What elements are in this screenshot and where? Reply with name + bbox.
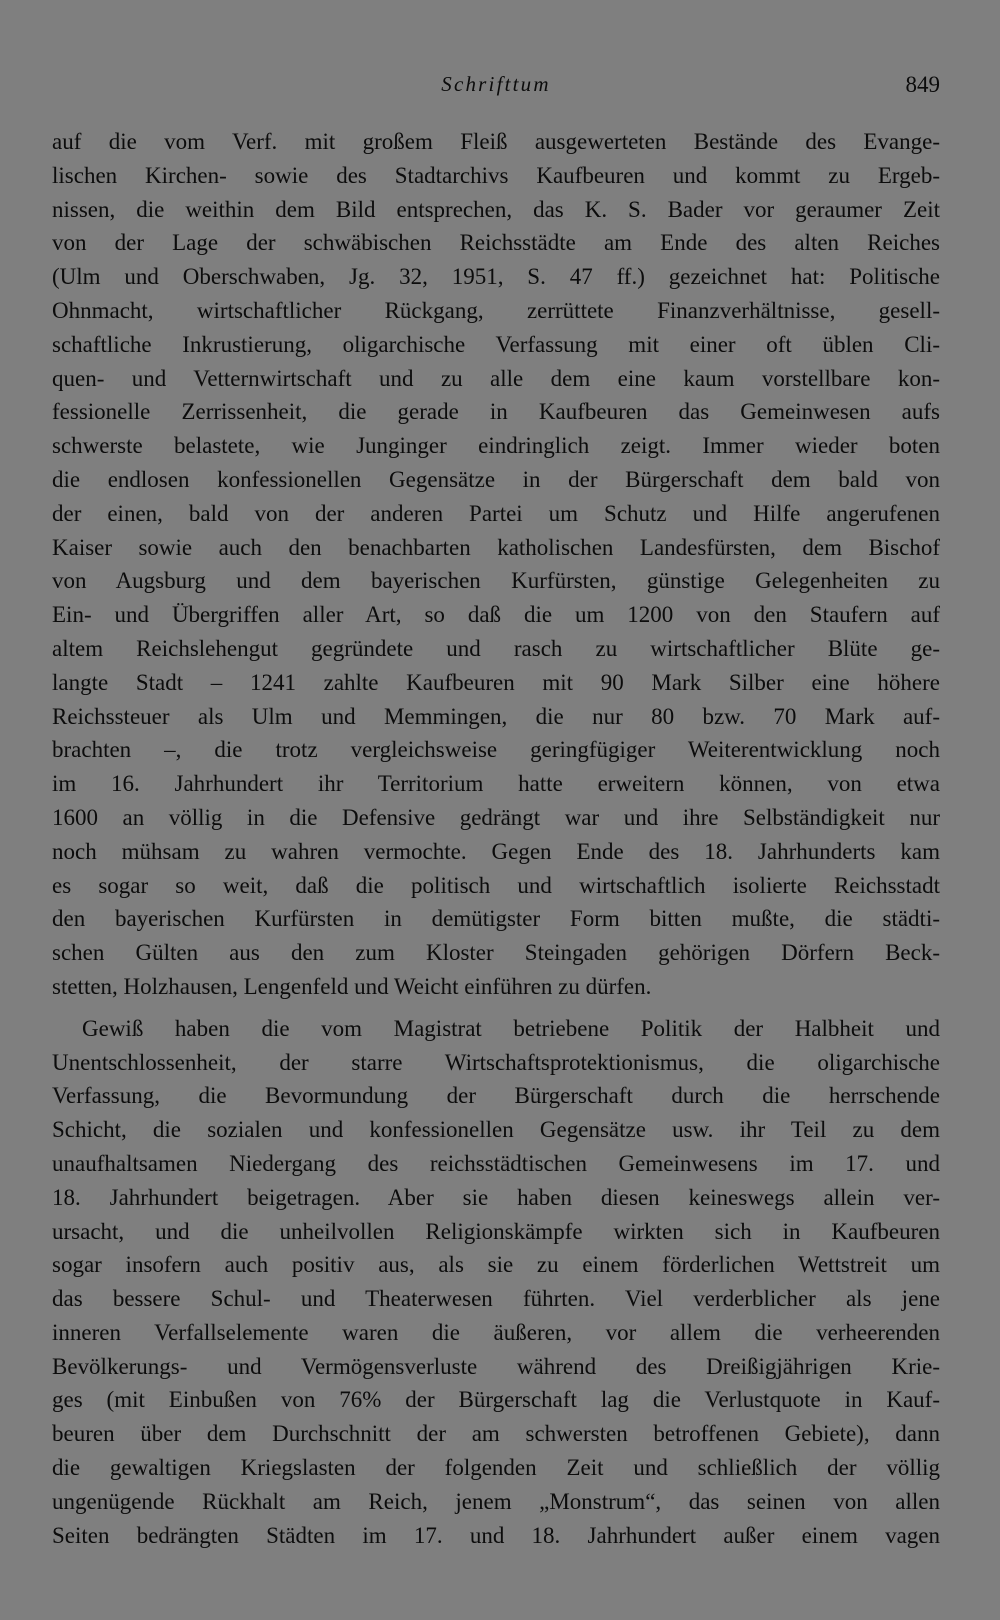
text-line: sogar insofern auch positiv aus, als sie zu einem förderlichen Wettstreit um <box>52 1252 940 1278</box>
text-line: das bessere Schul- und Theaterwesen führten. Viel verderblicher als jene <box>52 1286 940 1312</box>
text-line: schwerste belastete, wie Junginger eindringlich zeigt. Immer wieder boten <box>52 433 940 459</box>
paragraph <box>52 125 940 1004</box>
text-line: schen Gülten aus den zum Kloster Steingaden gehörigen Dörfern Beck- <box>52 940 940 966</box>
text-line: von Augsburg und dem bayerischen Kurfürsten, günstige Gelegenheiten zu <box>52 568 940 594</box>
text-line: von der Lage der schwäbischen Reichsstädte am Ende des alten Reiches <box>52 230 940 256</box>
text-line: 18. Jahrhundert beigetragen. Aber sie haben diesen keineswegs allein ver- <box>52 1184 940 1210</box>
body-text <box>52 125 940 1552</box>
text-line: 1600 an völlig in die Defensive gedrängt war und ihre Selbständigkeit nur <box>52 804 940 830</box>
text-line: Unentschlossenheit, der starre Wirtschaftsprotektionismus, die oligarchische <box>52 1049 940 1075</box>
text-line: die gewaltigen Kriegslasten der folgenden Zeit und schließlich der völlig <box>52 1455 940 1481</box>
text-line: Ohnmacht, wirtschaftlicher Rückgang, zerrüttete Finanzverhältnisse, gesell- <box>52 297 940 323</box>
paragraph-gap <box>52 1004 940 1012</box>
text-line: lischen Kirchen- sowie des Stadtarchivs Kaufbeuren und kommt zu Ergeb- <box>52 162 940 188</box>
text-line: ges (mit Einbußen von 76% der Bürgerschaft lag die Verlustquote in Kauf- <box>52 1387 940 1413</box>
text-line: Bevölkerungs- und Vermögensverluste während des Dreißigjährigen Krie- <box>52 1353 940 1379</box>
text-line: schaftliche Inkrustierung, oligarchische Verfassung mit einer oft üblen Cli- <box>52 331 940 357</box>
text-line: unaufhaltsamen Niedergang des reichsstädtischen Gemeinwesens im 17. und <box>52 1150 940 1176</box>
paragraph <box>52 1012 940 1553</box>
text-line: inneren Verfallselemente waren die äußeren, vor allem die verheerenden <box>52 1319 940 1345</box>
text-line: langte Stadt – 1241 zahlte Kaufbeuren mit 90 Mark Silber eine höhere <box>52 669 940 695</box>
text-line: Verfassung, die Bevormundung der Bürgerschaft durch die herrschende <box>52 1083 940 1109</box>
text-line: es sogar so weit, daß die politisch und wirtschaftlich isolierte Reichsstadt <box>52 872 940 898</box>
text-line: Reichssteuer als Ulm und Memmingen, die nur 80 bzw. 70 Mark auf- <box>52 703 940 729</box>
text-line: noch mühsam zu wahren vermochte. Gegen Ende des 18. Jahrhunderts kam <box>52 838 940 864</box>
text-line: nissen, die weithin dem Bild entsprechen, das K. S. Bader vor geraumer Zeit <box>52 196 940 222</box>
text-line: Kaiser sowie auch den benachbarten katholischen Landesfürsten, dem Bischof <box>52 534 940 560</box>
text-line: Gewiß haben die vom Magistrat betriebene Politik der Halbheit und <box>82 1015 940 1041</box>
text-line: (Ulm und Oberschwaben, Jg. 32, 1951, S. 47 ff.) gezeichnet hat: Politische <box>52 264 940 290</box>
text-line: brachten –, die trotz vergleichsweise geringfügiger Weiterentwicklung noch <box>52 737 940 763</box>
text-line: den bayerischen Kurfürsten in demütigster Form bitten mußte, die städti- <box>52 906 940 932</box>
text-line: ungenügende Rückhalt am Reich, jenem „Monstrum“, das seinen von allen <box>52 1488 940 1514</box>
page-header <box>52 72 940 106</box>
text-line: ursacht, und die unheilvollen Religionskämpfe wirkten sich in Kaufbeuren <box>52 1218 940 1244</box>
text-line: der einen, bald von der anderen Partei um Schutz und Hilfe angerufenen <box>52 500 940 526</box>
text-line: auf die vom Verf. mit großem Fleiß ausgewerteten Bestände des Evange- <box>52 129 940 154</box>
text-line: stetten, Holzhausen, Lengenfeld und Weicht einführen zu dürfen. <box>52 973 652 999</box>
text-line: altem Reichslehengut gegründete und rasch zu wirtschaftlicher Blüte ge- <box>52 635 940 661</box>
text-line: Seiten bedrängten Städten im 17. und 18. Jahrhundert außer einem vagen <box>52 1522 940 1548</box>
text-line: die endlosen konfessionellen Gegensätze in der Bürgerschaft dem bald von <box>52 466 940 492</box>
text-line: Schicht, die sozialen und konfessionellen Gegensätze usw. ihr Teil zu dem <box>52 1117 940 1143</box>
text-line: fessionelle Zerrissenheit, die gerade in Kaufbeuren das Gemeinwesen aufs <box>52 399 940 425</box>
text-line: Ein- und Übergriffen aller Art, so daß die um 1200 von den Staufern auf <box>52 602 940 628</box>
text-line: beuren über dem Durchschnitt der am schwersten betroffenen Gebiete), dann <box>52 1421 940 1447</box>
text-line: im 16. Jahrhundert ihr Territorium hatte erweitern können, von etwa <box>52 771 940 797</box>
text-line: quen- und Vetternwirtschaft und zu alle dem eine kaum vorstellbare kon- <box>52 365 940 391</box>
running-title: Schrifttum <box>441 72 551 96</box>
page-number: 849 <box>905 72 940 97</box>
